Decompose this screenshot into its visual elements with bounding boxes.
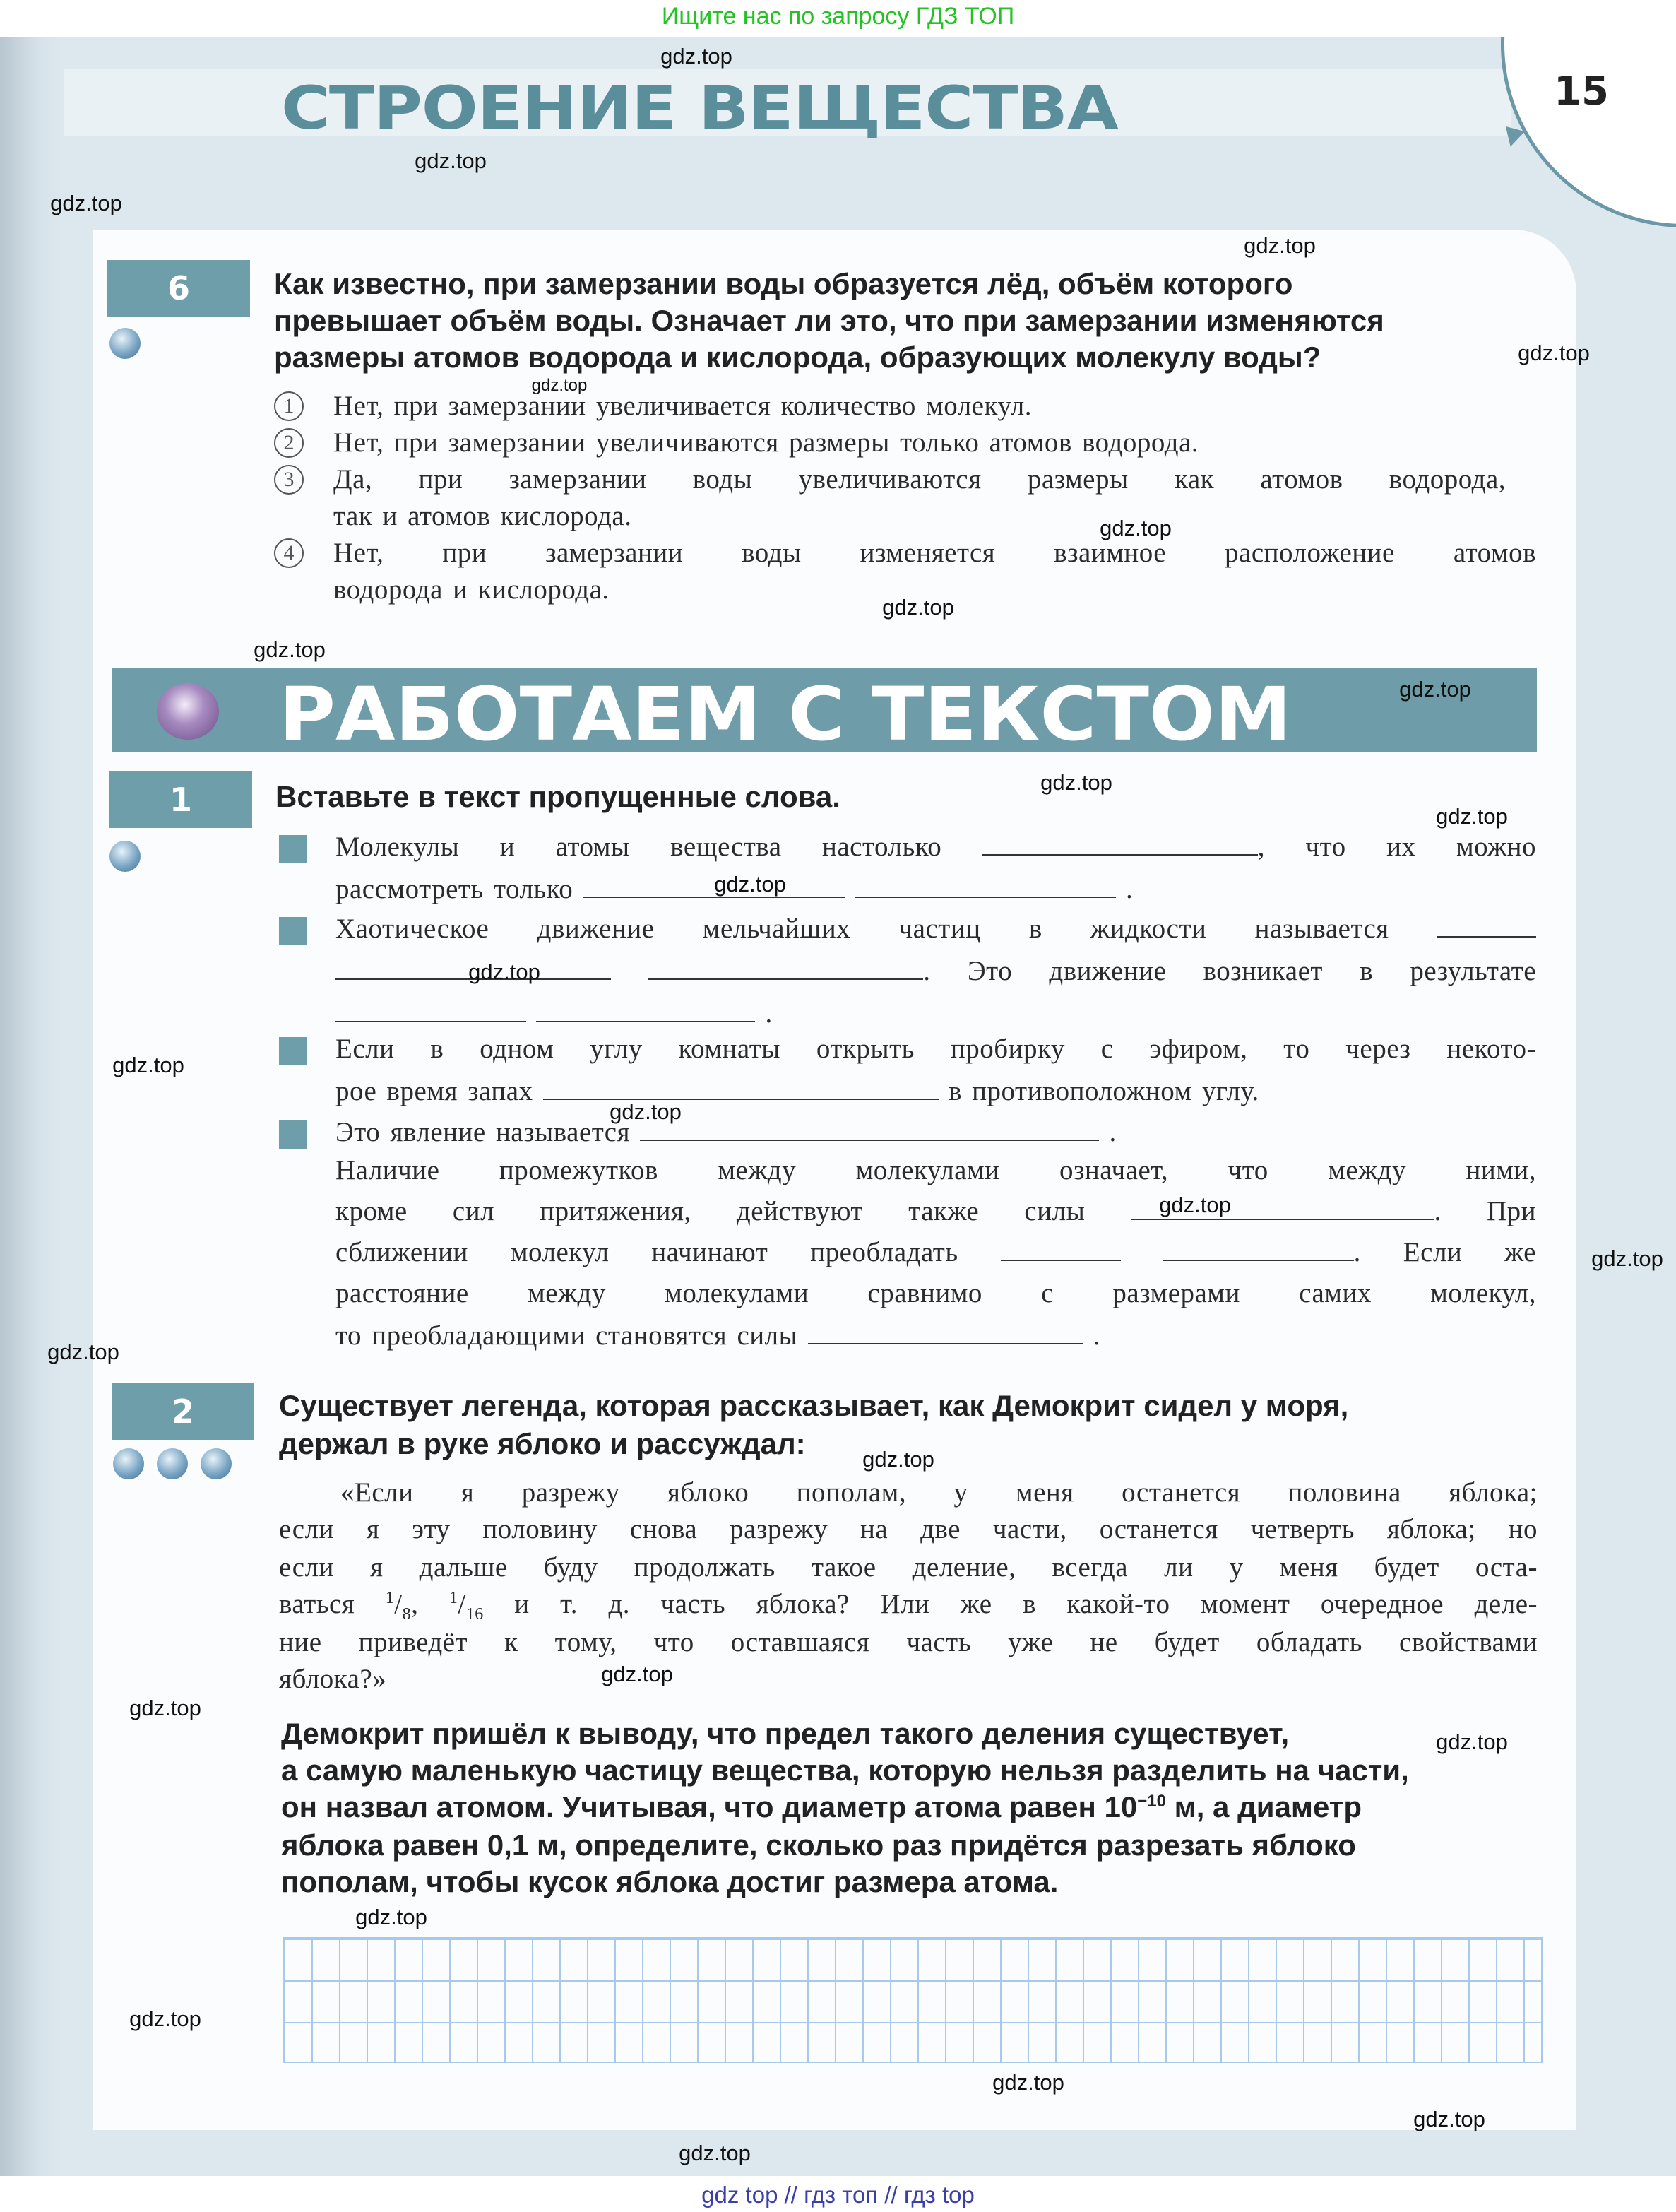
blank-field[interactable] [335,1001,526,1022]
option-3-radio[interactable]: 3 [274,465,304,495]
text-line [335,831,1536,863]
blank-field[interactable] [1163,1240,1354,1261]
task1-title: Вставьте в текст пропущенные слова. [275,780,840,813]
denominator: 8 [402,1604,412,1623]
watermark: gdz.top [112,1053,184,1077]
watermark: gdz.top [1436,1729,1508,1754]
option-2-radio[interactable]: 2 [274,428,304,458]
conclusion-line: яблока равен 0,1 м, определите, сколько раз придётся разрезать яблоко [281,1828,1356,1862]
blank-field[interactable] [855,877,1116,898]
watermark: gdz.top [47,1339,119,1364]
blank-field[interactable] [536,1001,755,1022]
task-number-badge: 1 [109,771,252,828]
quote-line: яблока?» [279,1664,387,1694]
option-4-text: водорода и кислорода. [333,574,610,605]
watermark: gdz.top [254,637,326,662]
text-line [335,1195,1536,1227]
text: ваться [279,1589,355,1619]
conclusion-line: а самую маленькую частицу вещества, которую нельзя разделить на части, [281,1753,1409,1787]
watermark: gdz.top [1413,2107,1485,2131]
watermark: gdz.top [660,44,732,69]
watermark: gdz.top [882,595,954,620]
text: . Это движение возникает в результате [923,956,1537,986]
answer-grid[interactable] [283,1937,1543,2063]
text: Это явление называется [335,1117,631,1147]
watermark: gdz.top [992,2070,1064,2095]
section-title: РАБОТАЕМ С ТЕКСТОМ [279,671,1292,757]
page-number-circle [1501,37,1676,227]
task6-question-line: превышает объём воды. Означает ли это, что при замерзании изменяются [274,304,1384,337]
fraction: $^1/_{16}$ [448,1589,484,1623]
task2-intro-line: держал в руке яблоко и рассуждал: [279,1427,806,1460]
watermark: gdz.top [415,148,487,173]
text-line [335,1320,1100,1352]
blank-field[interactable] [808,1323,1083,1344]
text-line [335,1236,1536,1268]
textbook-page [0,37,1676,2176]
chapter-title: СТРОЕНИЕ ВЕЩЕСТВА [281,73,1118,143]
text: . При [1434,1196,1536,1226]
quote-line: ние приведёт к тому, что оставшаяся часть уже не будет обладать свойствами [279,1627,1538,1657]
option-4-radio[interactable]: 4 [274,538,304,568]
watermark: gdz.top [1244,233,1316,258]
watermark: gdz.top [679,2141,751,2165]
text-line: Наличие промежутков между молекулами означает, что между ними, [335,1155,1536,1185]
task-number-badge: 6 [107,260,250,317]
conclusion-line: Демокрит пришёл к выводу, что предел такого деления существует, [281,1717,1290,1750]
watermark: gdz.top [714,872,786,897]
option-2-text: Нет, при замерзании увеличиваются размеры только атомов водорода. [333,427,1199,458]
text: кроме сил притяжения, действуют также силы [335,1196,1086,1226]
watermark: gdz.top [129,2006,201,2031]
option-3-text: так и атомов кислорода. [333,501,632,531]
option-1-radio[interactable]: 1 [274,391,304,421]
text-line: Если в одном углу комнаты открыть пробирку с эфиром, то через некото- [335,1034,1536,1064]
task-number-badge: 2 [112,1383,254,1440]
conclusion-line [281,1790,1362,1824]
text: Молекулы и атомы вещества настолько [335,832,942,862]
text: . Если же [1353,1237,1536,1267]
text: он назвал атомом. Учитывая, что диаметр атома равен 10 [281,1790,1138,1823]
option-3-text: Да, при замерзании воды увеличиваются размеры как атомов водорода, [333,464,1506,495]
difficulty-ball-icon [109,328,141,359]
search-hint-banner: Ищите нас по запросу ГДЗ ТОП [0,0,1676,37]
text: . [1109,1117,1117,1147]
difficulty-ball-icon [157,1448,188,1479]
watermark: gdz.top [610,1099,682,1124]
difficulty-ball-icon [201,1448,232,1479]
watermark: gdz.top [1159,1193,1231,1217]
text: то преобладающими становятся силы [335,1320,798,1351]
watermark: gdz.top [355,1905,427,1929]
watermark: gdz.top [1100,516,1172,540]
task2-intro-line: Существует легенда, которая рассказывает, как Демокрит сидел у моря, [279,1389,1349,1422]
watermark: gdz.top [531,376,588,395]
quote-line: если я эту половину снова разрежу на две части, останется четверть яблока; но [279,1514,1538,1544]
footer-links[interactable]: gdz top // гдз топ // гдз top [701,2182,975,2208]
text-line [335,1075,1259,1107]
bullet-square-icon [279,1037,307,1065]
text: сближении молекул начинают преобладать [335,1237,958,1267]
fraction: $^1/_8$ [385,1589,412,1623]
text-line [335,998,773,1029]
blank-field[interactable] [1001,1240,1121,1261]
text: в противоположном углу. [949,1076,1259,1106]
watermark: gdz.top [1518,341,1590,365]
text-line [335,1116,1117,1148]
blank-field[interactable] [648,959,923,980]
watermark: gdz.top [129,1696,201,1720]
watermark: gdz.top [862,1447,934,1472]
difficulty-ball-icon [109,841,141,872]
watermark: gdz.top [1436,804,1508,829]
arrow-icon [1501,126,1525,149]
difficulty-ball-icon [113,1448,144,1479]
text: . [1126,874,1134,904]
conclusion-line: пополам, чтобы кусок яблока достиг размера атома. [281,1865,1059,1898]
numerator: 1 [448,1589,458,1607]
watermark: gdz.top [1591,1246,1663,1271]
blank-field[interactable] [640,1120,1099,1141]
text: м, а диаметр [1165,1790,1362,1823]
text-line: расстояние между молекулами сравнимо с размерами самих молекул, [335,1278,1536,1308]
watermark: gdz.top [601,1662,673,1686]
quote-line: если я дальше буду продолжать такое деление, всегда ли у меня будет оста- [279,1552,1538,1583]
bullet-square-icon [279,917,307,945]
bullet-square-icon [279,1120,307,1149]
page-binding-shadow [0,37,64,2176]
quote-line: ваться $^1/_8$, $^1/_{16}$ и т. д. часть яблока? Или же в какой-то момент очередное деле- [279,1589,1538,1623]
text: рассмотреть только [335,874,573,904]
text: . [1093,1320,1101,1351]
denominator: 16 [465,1604,484,1623]
page-number: 15 [1554,69,1609,114]
numerator: 1 [385,1589,395,1607]
option-4-text: Нет, при замерзании воды изменяется взаимное расположение атомов [333,538,1536,568]
option-1-text: Нет, при замерзании увеличивается количество молекул. [333,391,1032,421]
blank-field[interactable] [543,1079,939,1100]
task6-question-line: Как известно, при замерзании воды образуется лёд, объём которого [274,267,1293,300]
blank-field[interactable] [1437,916,1536,938]
text: рое время запах [335,1076,533,1106]
bullet-square-icon [279,835,307,863]
exponent: −10 [1137,1792,1166,1811]
watermark: gdz.top [1399,677,1471,702]
watermark: gdz.top [1040,770,1112,795]
text-line [335,913,1536,945]
blank-field[interactable] [982,834,1258,856]
task6-question-line: размеры атомов водорода и кислорода, образующих молекулу воды? [274,341,1321,374]
quote-line: «Если я разрежу яблоко пополам, у меня останется половина яблока; [340,1477,1538,1508]
watermark: gdz.top [468,959,540,984]
text: , что их можно [1257,832,1537,862]
text: Хаотическое движение мельчайших частиц в жидкости называется [335,913,1389,944]
watermark: gdz.top [50,191,122,215]
sphere-icon [157,683,219,740]
text: . [765,998,773,1029]
text: и т. д. часть яблока? Или же в какой-то момент очередное деле- [514,1589,1538,1619]
